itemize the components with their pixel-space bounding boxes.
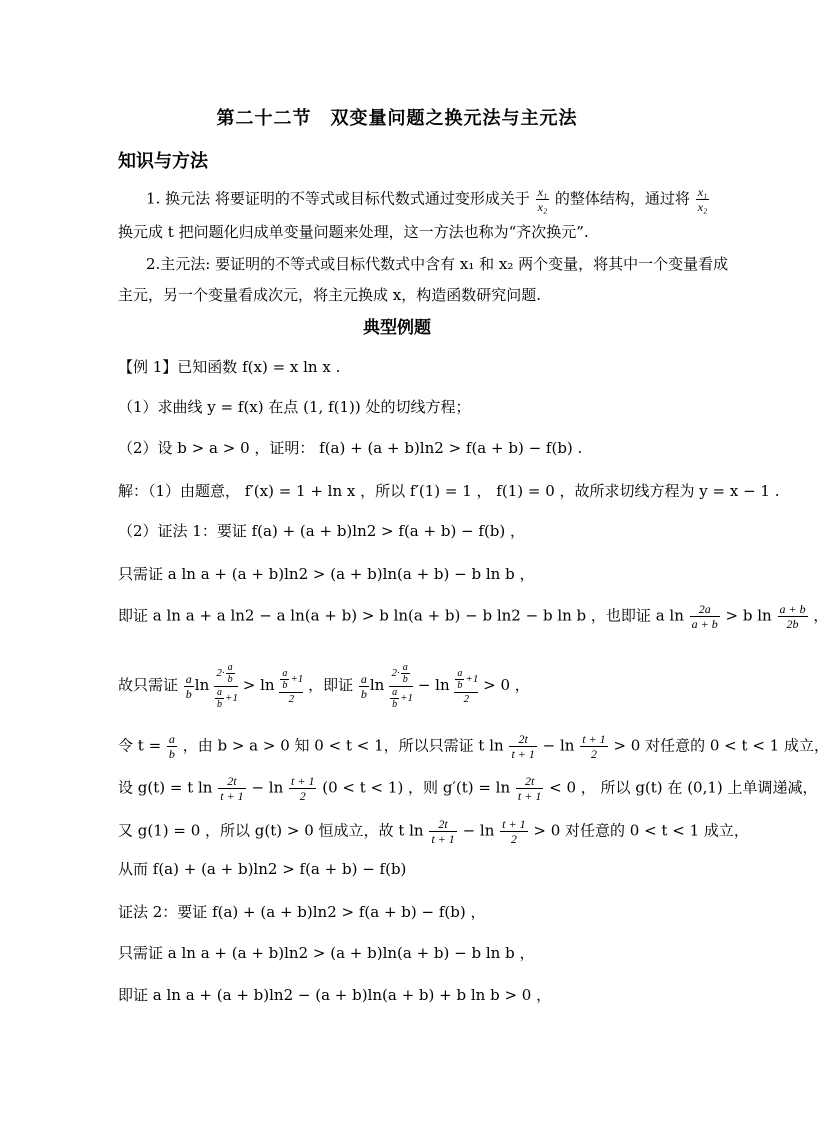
nested-fraction-3: 2· $\frac{a}{b}$ $\frac{a}{b}$ +1 [389, 662, 413, 710]
method1-line1: 1. 换元法 将要证明的不等式或目标代数式通过变形成关于 $\frac{\text{x₁}}{\text{x₂}}$ 的整体结构，通过将 $\frac{\text{x₁}}{\text{x₂}}$ [146, 185, 708, 214]
method2-line2: 主元，另一个变量看成次元，将主元换成 x，构造函数研究问题. [118, 286, 541, 304]
example1-q2: （2）设 b > a > 0 ，证明： f(a) + (a + b)ln2 > f(a + b) − f(b) . [118, 439, 583, 457]
solution-line-5: 故只需证 $\frac{a}{b}$ ln 2· $\frac{a}{b}$ $\frac{a}{b}$ +1 > ln $\frac{a}{b}$ +1 2 ，即证 $\frac{a}{b}$ ln 2· $\frac{a}{b}$ $\frac{a}{b}$ +1 − ln $\frac{a}{b}$ +1 2 > 0 ， [118, 662, 530, 710]
fraction-x1-x2-2: $\frac{\text{x₁}}{\text{x₂}}$ [697, 185, 708, 214]
solution-line-4: 即证 a ln a + a ln2 − a ln(a + b) > b ln(a + b) − b ln2 − b ln b ，也即证 a ln $\frac{2a}{a + b}$ > b ln $\frac{a + b}{2b}$ ， [118, 602, 829, 631]
solution-line-9: 从而 f(a) + (a + b)ln2 > f(a + b) − f(b) [118, 860, 407, 878]
section-heading: 知识与方法 [118, 151, 208, 172]
solution-line-3: 只需证 a ln a + (a + b)ln2 > (a + b)ln(a + b) − b ln b ， [118, 565, 535, 583]
examples-heading: 典型例题 [363, 318, 431, 338]
fraction-x1-x2: $\frac{\text{x₁}}{\text{x₂}}$ [537, 185, 548, 214]
example1-q1: （1）求曲线 y = f(x) 在点 (1, f(1)) 处的切线方程； [118, 398, 471, 416]
fraction-2a-over-ab: $\frac{2a}{a + b}$ [691, 602, 718, 631]
solution-line-8: 又 g(1) = 0 ，所以 g(t) > 0 恒成立，故 t ln $\frac{2t}{t + 1}$ − ln $\frac{t + 1}{2}$ > 0 对任意的 0 < t < 1 成立， [118, 817, 749, 846]
nested-fraction-4: $\frac{a}{b}$ +1 2 [454, 668, 478, 705]
solution-line-1: 解：（1）由题意， f′(x) = 1 + ln x ，所以 f′(1) = 1 ， f(1) = 0 ，故所求切线方程为 y = x − 1 . [118, 482, 780, 500]
fraction-ab-over-2b: $\frac{a + b}{2b}$ [779, 602, 806, 631]
solution-line-2: （2）证法 1：要证 f(a) + (a + b)ln2 > f(a + b) − f(b) ， [118, 522, 526, 540]
solution-line-10: 证法 2：要证 f(a) + (a + b)ln2 > f(a + b) − f(b) ， [118, 903, 486, 921]
nested-fraction-1: 2· $\frac{a}{b}$ $\frac{a}{b}$ +1 [214, 662, 238, 710]
nested-fraction-2: $\frac{a}{b}$ +1 2 [279, 668, 303, 705]
fraction-a-over-b: $\frac{a}{b}$ [185, 671, 192, 701]
solution-line-7: 设 g(t) = t ln $\frac{2t}{t + 1}$ − ln $\frac{t + 1}{2}$ (0 < t < 1) ，则 g′(t) = ln $\frac{2t}{t + 1}$ < 0 ， 所以 g(t) 在 (0,1) 上单调递减， [118, 774, 818, 803]
example1-stem: 【例 1】已知函数 f(x) = x ln x . [118, 358, 341, 376]
solution-line-12: 即证 a ln a + (a + b)ln2 − (a + b)ln(a + b) + b ln b > 0 ， [118, 986, 552, 1004]
page-title: 第二十二节 双变量问题之换元法与主元法 [216, 108, 578, 129]
method2-line1: 2.主元法: 要证明的不等式或目标代数式中含有 x₁ 和 x₂ 两个变量，将其中一个变量看成 [146, 255, 729, 273]
method1-line2: 换元成 t 把问题化归成单变量问题来处理，这一方法也称为“齐次换元”. [118, 223, 589, 241]
fraction-a-over-b-2: $\frac{a}{b}$ [360, 671, 367, 701]
solution-line-6: 令 t = $\frac{a}{b}$ ，由 b > a > 0 知 0 < t < 1，所以只需证 t ln $\frac{2t}{t + 1}$ − ln $\frac{t + 1}{2}$ > 0 对任意的 0 < t < 1 成立， [118, 732, 829, 761]
solution-line-11: 只需证 a ln a + (a + b)ln2 > (a + b)ln(a + b) − b ln b ， [118, 944, 535, 962]
